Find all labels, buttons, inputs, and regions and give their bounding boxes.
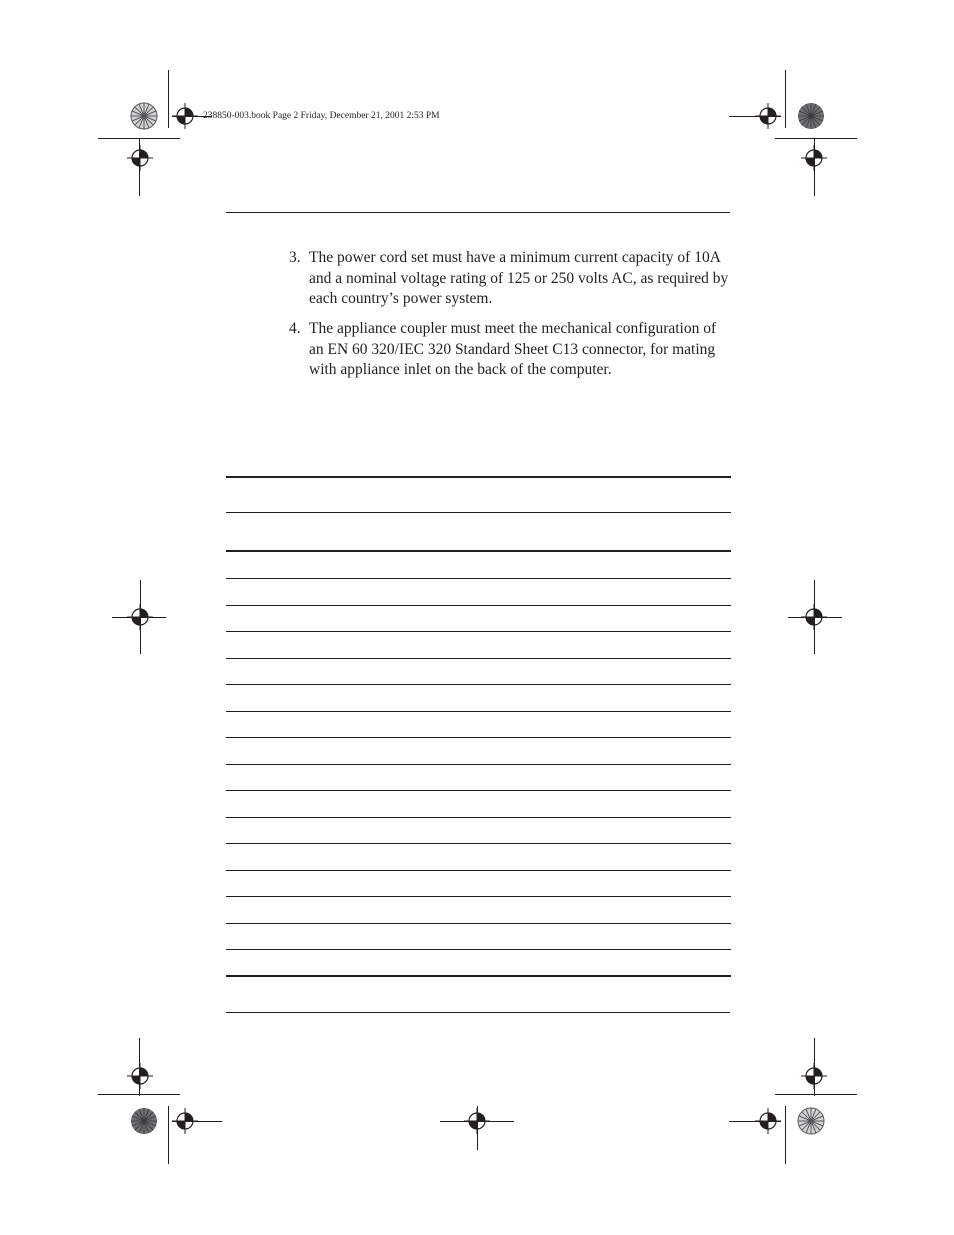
registration-mark-icon: [801, 1063, 827, 1089]
table-rule: [226, 975, 731, 977]
registration-mark-icon: [464, 1108, 490, 1134]
footer-rule: [226, 1012, 730, 1013]
registration-mark-icon: [127, 1063, 153, 1089]
page-slug: 238850-003.book Page 2 Friday, December 21, 2001 2:53 PM: [203, 111, 440, 121]
crop-mark: [775, 138, 857, 139]
registration-mark-icon: [172, 103, 198, 129]
registration-mark-icon: [755, 1108, 781, 1134]
table-rule: [226, 476, 731, 478]
table-rule: [226, 631, 731, 632]
table-rule: [226, 790, 731, 791]
table-rule: [226, 512, 731, 513]
table-rule: [226, 737, 731, 738]
registration-mark-icon: [127, 604, 153, 630]
table-rule: [226, 550, 731, 552]
color-dial-icon: [797, 1107, 825, 1135]
list-number: 4.: [289, 320, 301, 337]
color-dial-icon: [130, 102, 158, 130]
registration-mark-icon: [755, 103, 781, 129]
crop-mark: [775, 1094, 857, 1095]
table-rule: [226, 870, 731, 871]
list-text: The appliance coupler must meet the mechanical configuration of an EN 60 320/IEC 320 Standard Sheet C13 connector, for mating with appliance inlet on the back of the computer.: [309, 320, 717, 378]
color-dial-icon: [130, 1107, 158, 1135]
registration-mark-icon: [127, 145, 153, 171]
table-rule: [226, 896, 731, 897]
color-dial-icon: [797, 102, 825, 130]
table-rule: [226, 578, 731, 579]
registration-mark-icon: [801, 604, 827, 630]
crop-mark: [98, 1094, 180, 1095]
registration-mark-icon: [801, 145, 827, 171]
table-rule: [226, 684, 731, 685]
table-rule: [226, 764, 731, 765]
registration-mark-icon: [172, 1108, 198, 1134]
crop-mark: [785, 70, 786, 128]
table-rule: [226, 817, 731, 818]
list-text: The power cord set must have a minimum current capacity of 10A and a nominal voltage rating of 125 or 250 volts AC, as required by each country’s power system.: [309, 249, 729, 307]
header-rule: [226, 212, 730, 213]
table-rule: [226, 923, 731, 924]
power-cord-table: [226, 476, 731, 978]
crop-mark: [168, 1106, 169, 1164]
table-rule: [226, 711, 731, 712]
list-number: 3.: [289, 249, 301, 266]
table-rule: [226, 949, 731, 950]
crop-mark: [168, 70, 169, 128]
crop-mark: [785, 1106, 786, 1164]
table-rule: [226, 605, 731, 606]
table-rule: [226, 843, 731, 844]
table-rule: [226, 658, 731, 659]
